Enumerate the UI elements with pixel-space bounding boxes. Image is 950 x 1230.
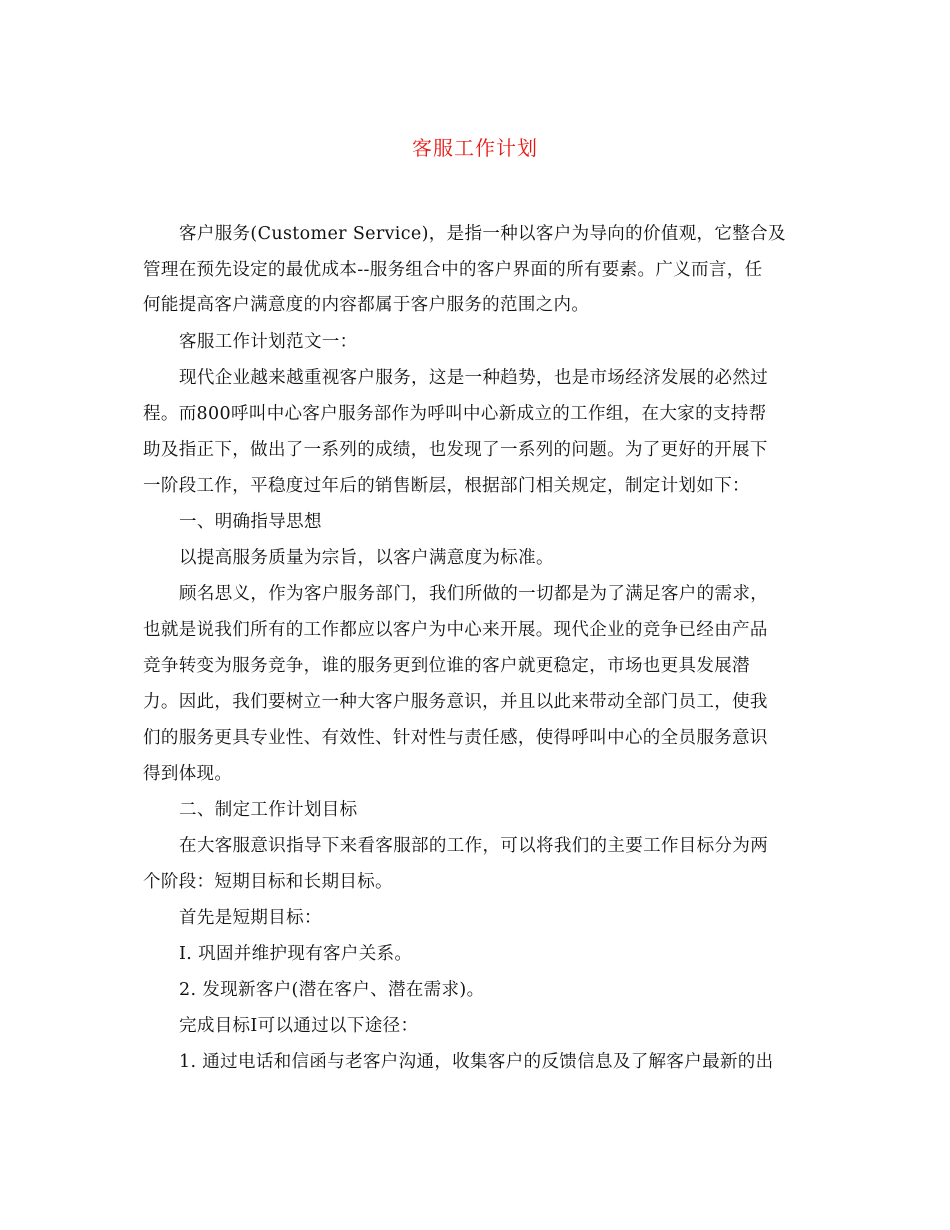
paragraph-line: 客户服务(Customer Service)，是指一种以客户为导向的价值观，它整合及 — [179, 224, 786, 244]
paragraph-line: 以提高服务质量为宗旨，以客户满意度为标准。 — [179, 548, 554, 568]
paragraph-line: 们的服务更具专业性、有效性、针对性与责任感，使得呼叫中心的全员服务意识 — [143, 728, 768, 748]
paragraph-line: 个阶段：短期目标和长期目标。 — [143, 872, 393, 892]
list-item: 2. 发现新客户(潜在客户、潜在需求)。 — [179, 980, 485, 1000]
document-title: 客服工作计划 — [412, 136, 538, 160]
paragraph-line: 完成目标I可以通过以下途径： — [179, 1016, 419, 1036]
paragraph-line: 助及指正下，做出了一系列的成绩，也发现了一系列的问题。为了更好的开展下 — [143, 440, 768, 460]
list-item: 1. 通过电话和信函与老客户沟通，收集客户的反馈信息及了解客户最新的出 — [179, 1052, 774, 1072]
paragraph-line: 一阶段工作，平稳度过年后的销售断层，根据部门相关规定，制定计划如下： — [143, 476, 750, 496]
list-item: I. 巩固并维护现有客户关系。 — [179, 944, 413, 964]
paragraph-line: 首先是短期目标： — [179, 908, 322, 928]
section-heading: 一、明确指导思想 — [179, 512, 322, 532]
paragraph-line: 得到体现。 — [143, 764, 233, 784]
paragraph-line: 竞争转变为服务竞争，谁的服务更到位谁的客户就更稳定，市场也更具发展潜 — [143, 656, 750, 676]
paragraph-line: 顾名思义，作为客户服务部门，我们所做的一切都是为了满足客户的需求， — [179, 584, 769, 604]
section-label: 客服工作计划范文一： — [179, 332, 358, 352]
paragraph-line: 在大客服意识指导下来看客服部的工作，可以将我们的主要工作目标分为两 — [179, 836, 769, 856]
paragraph-line: 现代企业越来越重视客户服务，这是一种趋势，也是市场经济发展的必然过 — [179, 368, 769, 388]
section-heading: 二、制定工作计划目标 — [179, 800, 358, 820]
paragraph-line: 管理在预先设定的最优成本--服务组合中的客户界面的所有要素。广义而言，任 — [143, 260, 763, 280]
paragraph-line: 力。因此，我们要树立一种大客户服务意识，并且以此来带动全部门员工，使我 — [143, 692, 768, 712]
paragraph-line: 也就是说我们所有的工作都应以客户为中心来开展。现代企业的竞争已经由产品 — [143, 620, 768, 640]
paragraph-line: 程。而800呼叫中心客户服务部作为呼叫中心新成立的工作组，在大家的支持帮 — [143, 404, 767, 424]
paragraph-line: 何能提高客户满意度的内容都属于客户服务的范围之内。 — [143, 295, 590, 315]
